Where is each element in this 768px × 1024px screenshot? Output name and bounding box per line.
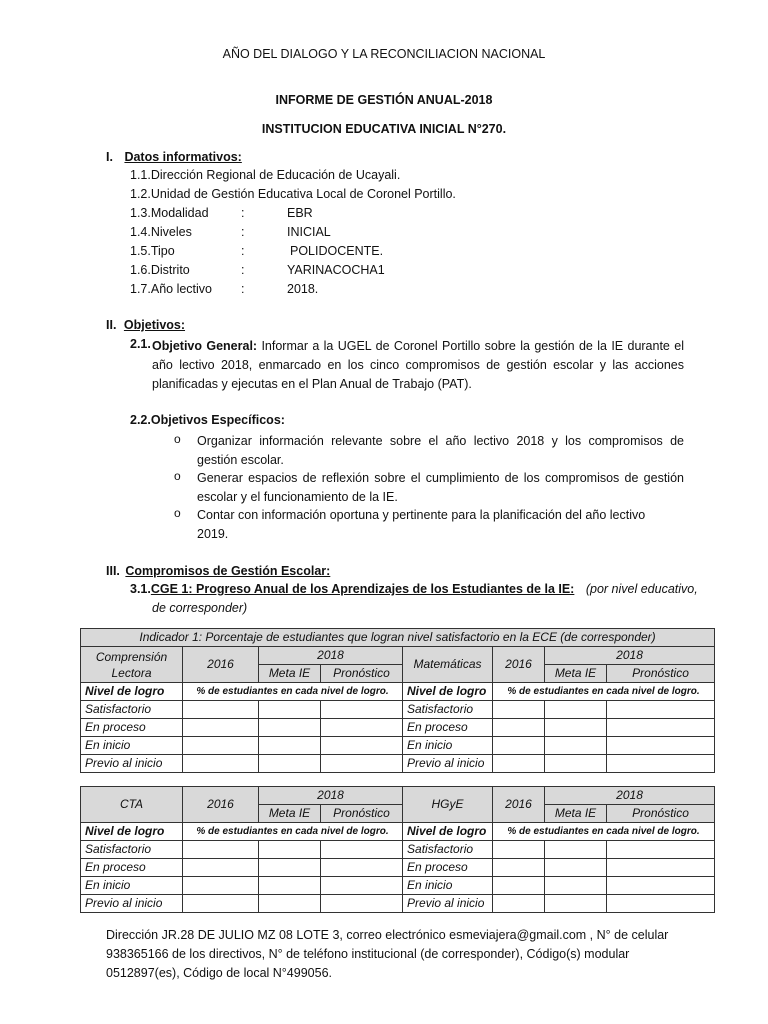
year-2016-header: 2016 bbox=[493, 787, 545, 823]
subject-hgye: HGyE bbox=[403, 787, 493, 823]
data-cell[interactable] bbox=[493, 895, 545, 913]
level-label: En inicio bbox=[403, 737, 493, 755]
table-row bbox=[81, 701, 715, 719]
data-cell[interactable] bbox=[259, 877, 321, 895]
general-objective-line: Informar a la UGEL de Coronel Portillo sobre la gestión de la IE durante el bbox=[261, 339, 684, 353]
item-value-tipo: POLIDOCENTE. bbox=[290, 244, 384, 258]
cge1-note-continued: de corresponder) bbox=[152, 601, 248, 615]
data-cell[interactable] bbox=[259, 701, 321, 719]
meta-ie-header: Meta IE bbox=[545, 665, 607, 683]
data-cell[interactable] bbox=[607, 719, 715, 737]
objective-line: escolar y el funcionamiento de la IE. bbox=[197, 490, 398, 504]
pronostico-header: Pronóstico bbox=[321, 805, 403, 823]
data-cell[interactable] bbox=[183, 895, 259, 913]
national-motto: AÑO DEL DIALOGO Y LA RECONCILIACION NACIONAL bbox=[222, 47, 546, 61]
level-label: En proceso bbox=[403, 719, 493, 737]
item-sep: : bbox=[241, 225, 245, 239]
general-objective-line: año lectivo 2018, enmarcado en los cinco compromisos de gestión escolar y las acciones bbox=[152, 358, 684, 372]
data-cell[interactable] bbox=[545, 859, 607, 877]
item-sep: : bbox=[241, 263, 245, 277]
specific-objectives-number: 2.2. bbox=[130, 413, 151, 427]
data-cell[interactable] bbox=[607, 895, 715, 913]
data-cell[interactable] bbox=[321, 895, 403, 913]
indicator-table-1 bbox=[80, 628, 715, 773]
general-objective-line: planificadas y ejecutas en el Plan Anual de Trabajo (PAT). bbox=[152, 377, 472, 391]
data-cell[interactable] bbox=[545, 841, 607, 859]
bullet-icon: o bbox=[174, 469, 181, 483]
level-label: Previo al inicio bbox=[81, 895, 183, 913]
footer-line: 938365166 de los directivos, N° de teléfono institucional (de corresponder), Código(s) modular bbox=[106, 947, 630, 961]
nivel-logro-header: Nivel de logro bbox=[81, 823, 183, 841]
item-number: 1.1. bbox=[130, 168, 151, 182]
pronostico-header: Pronóstico bbox=[607, 805, 715, 823]
data-cell[interactable] bbox=[259, 737, 321, 755]
pct-header: % de estudiantes en cada nivel de logro. bbox=[183, 823, 403, 841]
item-label: Año lectivo bbox=[150, 282, 213, 296]
section3-heading bbox=[106, 564, 330, 578]
item-label: Distrito bbox=[150, 263, 190, 277]
cge1-title: CGE 1: Progreso Anual de los Aprendizajes de los Estudiantes de la IE: bbox=[150, 582, 575, 596]
data-cell[interactable] bbox=[545, 895, 607, 913]
specific-objectives-label: Objetivos Específicos: bbox=[150, 413, 285, 427]
level-label: Satisfactorio bbox=[81, 841, 183, 859]
indicator-title: Indicador 1: Porcentaje de estudiantes que logran nivel satisfactorio en la ECE (de corresponder) bbox=[81, 629, 715, 647]
level-label: Previo al inicio bbox=[81, 755, 183, 773]
meta-ie-header: Meta IE bbox=[259, 805, 321, 823]
level-label: Satisfactorio bbox=[403, 841, 493, 859]
data-cell[interactable] bbox=[545, 737, 607, 755]
table-row bbox=[81, 737, 715, 755]
subject-matematicas: Matemáticas bbox=[403, 647, 493, 683]
general-objective-label: Objetivo General: bbox=[152, 339, 258, 353]
table-row bbox=[81, 719, 715, 737]
cge1-number: 3.1. bbox=[130, 582, 151, 596]
year-2018-header: 2018 bbox=[259, 787, 403, 805]
info-item-1-6 bbox=[130, 263, 190, 277]
info-item-1-3 bbox=[130, 206, 209, 220]
subject-line: Lectora bbox=[111, 665, 152, 680]
data-cell[interactable] bbox=[259, 895, 321, 913]
year-2018-header: 2018 bbox=[545, 787, 715, 805]
year-2016-header: 2016 bbox=[493, 647, 545, 683]
general-objective bbox=[152, 337, 684, 394]
item-sep: : bbox=[241, 282, 245, 296]
bullet-icon: o bbox=[174, 432, 181, 446]
info-item-1-5 bbox=[130, 244, 175, 258]
item-value-niveles: INICIAL bbox=[287, 225, 331, 239]
meta-ie-header: Meta IE bbox=[545, 805, 607, 823]
data-cell[interactable] bbox=[607, 877, 715, 895]
general-objective-number: 2.1. bbox=[130, 337, 151, 351]
objective-line: 2019. bbox=[197, 527, 229, 541]
section1-title: Datos informativos: bbox=[124, 150, 242, 164]
subject-line: Comprensión bbox=[95, 649, 168, 664]
pct-header: % de estudiantes en cada nivel de logro. bbox=[183, 683, 403, 701]
data-cell[interactable] bbox=[493, 701, 545, 719]
data-cell[interactable] bbox=[183, 737, 259, 755]
data-cell[interactable] bbox=[321, 841, 403, 859]
item-text: Dirección Regional de Educación de Ucayali. bbox=[150, 168, 401, 182]
item-value-anio: 2018. bbox=[287, 282, 319, 296]
table-row bbox=[81, 895, 715, 913]
section1-number: I. bbox=[106, 150, 113, 164]
item-number: 1.7. bbox=[130, 282, 151, 296]
level-label: En inicio bbox=[81, 737, 183, 755]
data-cell[interactable] bbox=[607, 859, 715, 877]
level-label: En proceso bbox=[403, 859, 493, 877]
footer-line: Dirección JR.28 DE JULIO MZ 08 LOTE 3, correo electrónico esmeviajera@gmail.com , N° de celular bbox=[106, 928, 669, 942]
data-cell[interactable] bbox=[493, 719, 545, 737]
level-label: Previo al inicio bbox=[403, 755, 493, 773]
item-label: Modalidad bbox=[150, 206, 209, 220]
item-label: Tipo bbox=[150, 244, 175, 258]
data-cell[interactable] bbox=[183, 755, 259, 773]
section1-heading bbox=[106, 150, 242, 164]
info-item-1-2 bbox=[130, 187, 456, 201]
cge1-note: (por nivel educativo, bbox=[585, 582, 698, 596]
data-cell[interactable] bbox=[183, 719, 259, 737]
data-cell[interactable] bbox=[607, 755, 715, 773]
item-value-modalidad: EBR bbox=[287, 206, 313, 220]
level-label: En inicio bbox=[81, 877, 183, 895]
data-cell[interactable] bbox=[493, 737, 545, 755]
objective-line: Organizar información relevante sobre el año lectivo 2018 y los compromisos de bbox=[197, 434, 684, 448]
level-label: En inicio bbox=[403, 877, 493, 895]
item-label: Niveles bbox=[150, 225, 192, 239]
data-cell[interactable] bbox=[545, 877, 607, 895]
level-label: En proceso bbox=[81, 859, 183, 877]
item-sep: : bbox=[241, 206, 245, 220]
footer-line: 0512897(es), Código de local N°499056. bbox=[106, 966, 332, 980]
data-cell[interactable] bbox=[259, 755, 321, 773]
item-sep: : bbox=[241, 244, 245, 258]
indicator-table-2 bbox=[80, 786, 715, 913]
year-2018-header: 2018 bbox=[259, 647, 403, 665]
pct-header: % de estudiantes en cada nivel de logro. bbox=[493, 823, 715, 841]
cge1-heading bbox=[130, 582, 698, 596]
data-cell[interactable] bbox=[545, 719, 607, 737]
table-row bbox=[81, 877, 715, 895]
year-2018-header: 2018 bbox=[545, 647, 715, 665]
specific-objectives-heading bbox=[130, 413, 285, 427]
data-cell[interactable] bbox=[321, 737, 403, 755]
item-number: 1.6. bbox=[130, 263, 151, 277]
data-cell[interactable] bbox=[607, 841, 715, 859]
data-cell[interactable] bbox=[321, 859, 403, 877]
data-cell[interactable] bbox=[493, 755, 545, 773]
item-text: Unidad de Gestión Educativa Local de Coronel Portillo. bbox=[150, 187, 456, 201]
level-label: Satisfactorio bbox=[403, 701, 493, 719]
item-number: 1.4. bbox=[130, 225, 151, 239]
pct-header: % de estudiantes en cada nivel de logro. bbox=[493, 683, 715, 701]
data-cell[interactable] bbox=[321, 719, 403, 737]
objective-line: gestión escolar. bbox=[197, 453, 284, 467]
item-number: 1.2. bbox=[130, 187, 151, 201]
nivel-logro-header: Nivel de logro bbox=[81, 683, 183, 701]
footer-contact bbox=[106, 926, 686, 983]
section2-title: Objetivos: bbox=[123, 318, 186, 332]
data-cell[interactable] bbox=[545, 701, 607, 719]
data-cell[interactable] bbox=[321, 755, 403, 773]
report-title: INFORME DE GESTIÓN ANUAL-2018 bbox=[275, 93, 493, 107]
subject-comprension-lectora bbox=[81, 647, 183, 683]
data-cell[interactable] bbox=[183, 841, 259, 859]
data-cell[interactable] bbox=[259, 859, 321, 877]
info-item-1-7 bbox=[130, 282, 212, 296]
data-cell[interactable] bbox=[493, 841, 545, 859]
nivel-logro-header: Nivel de logro bbox=[403, 683, 493, 701]
data-cell[interactable] bbox=[493, 877, 545, 895]
item-number: 1.3. bbox=[130, 206, 151, 220]
section3-number: III. bbox=[106, 564, 120, 578]
section2-number: II. bbox=[106, 318, 117, 332]
level-label: En proceso bbox=[81, 719, 183, 737]
table-row bbox=[81, 859, 715, 877]
info-item-1-1 bbox=[130, 168, 400, 182]
institution-title: INSTITUCION EDUCATIVA INICIAL N°270. bbox=[261, 122, 507, 136]
data-cell[interactable] bbox=[321, 701, 403, 719]
data-cell[interactable] bbox=[607, 701, 715, 719]
data-cell[interactable] bbox=[183, 877, 259, 895]
meta-ie-header: Meta IE bbox=[259, 665, 321, 683]
objective-line: Generar espacios de reflexión sobre el cumplimiento de los compromisos de gestión bbox=[197, 471, 684, 485]
table-row bbox=[81, 755, 715, 773]
pronostico-header: Pronóstico bbox=[321, 665, 403, 683]
level-label: Satisfactorio bbox=[81, 701, 183, 719]
pronostico-header: Pronóstico bbox=[607, 665, 715, 683]
table-row bbox=[81, 841, 715, 859]
data-cell[interactable] bbox=[183, 701, 259, 719]
year-2016-header: 2016 bbox=[183, 647, 259, 683]
data-cell[interactable] bbox=[259, 719, 321, 737]
item-number: 1.5. bbox=[130, 244, 151, 258]
data-cell[interactable] bbox=[259, 841, 321, 859]
subject-cta: CTA bbox=[81, 787, 183, 823]
nivel-logro-header: Nivel de logro bbox=[403, 823, 493, 841]
section2-heading bbox=[106, 318, 185, 332]
item-value-distrito: YARINACOCHA1 bbox=[287, 263, 385, 277]
data-cell[interactable] bbox=[607, 737, 715, 755]
data-cell[interactable] bbox=[321, 877, 403, 895]
data-cell[interactable] bbox=[545, 755, 607, 773]
data-cell[interactable] bbox=[183, 859, 259, 877]
data-cell[interactable] bbox=[493, 859, 545, 877]
level-label: Previo al inicio bbox=[403, 895, 493, 913]
info-item-1-4 bbox=[130, 225, 192, 239]
year-2016-header: 2016 bbox=[183, 787, 259, 823]
objective-line: Contar con información oportuna y pertinente para la planificación del año lectivo bbox=[197, 508, 646, 522]
bullet-icon: o bbox=[174, 506, 181, 520]
section3-title: Compromisos de Gestión Escolar: bbox=[125, 564, 331, 578]
